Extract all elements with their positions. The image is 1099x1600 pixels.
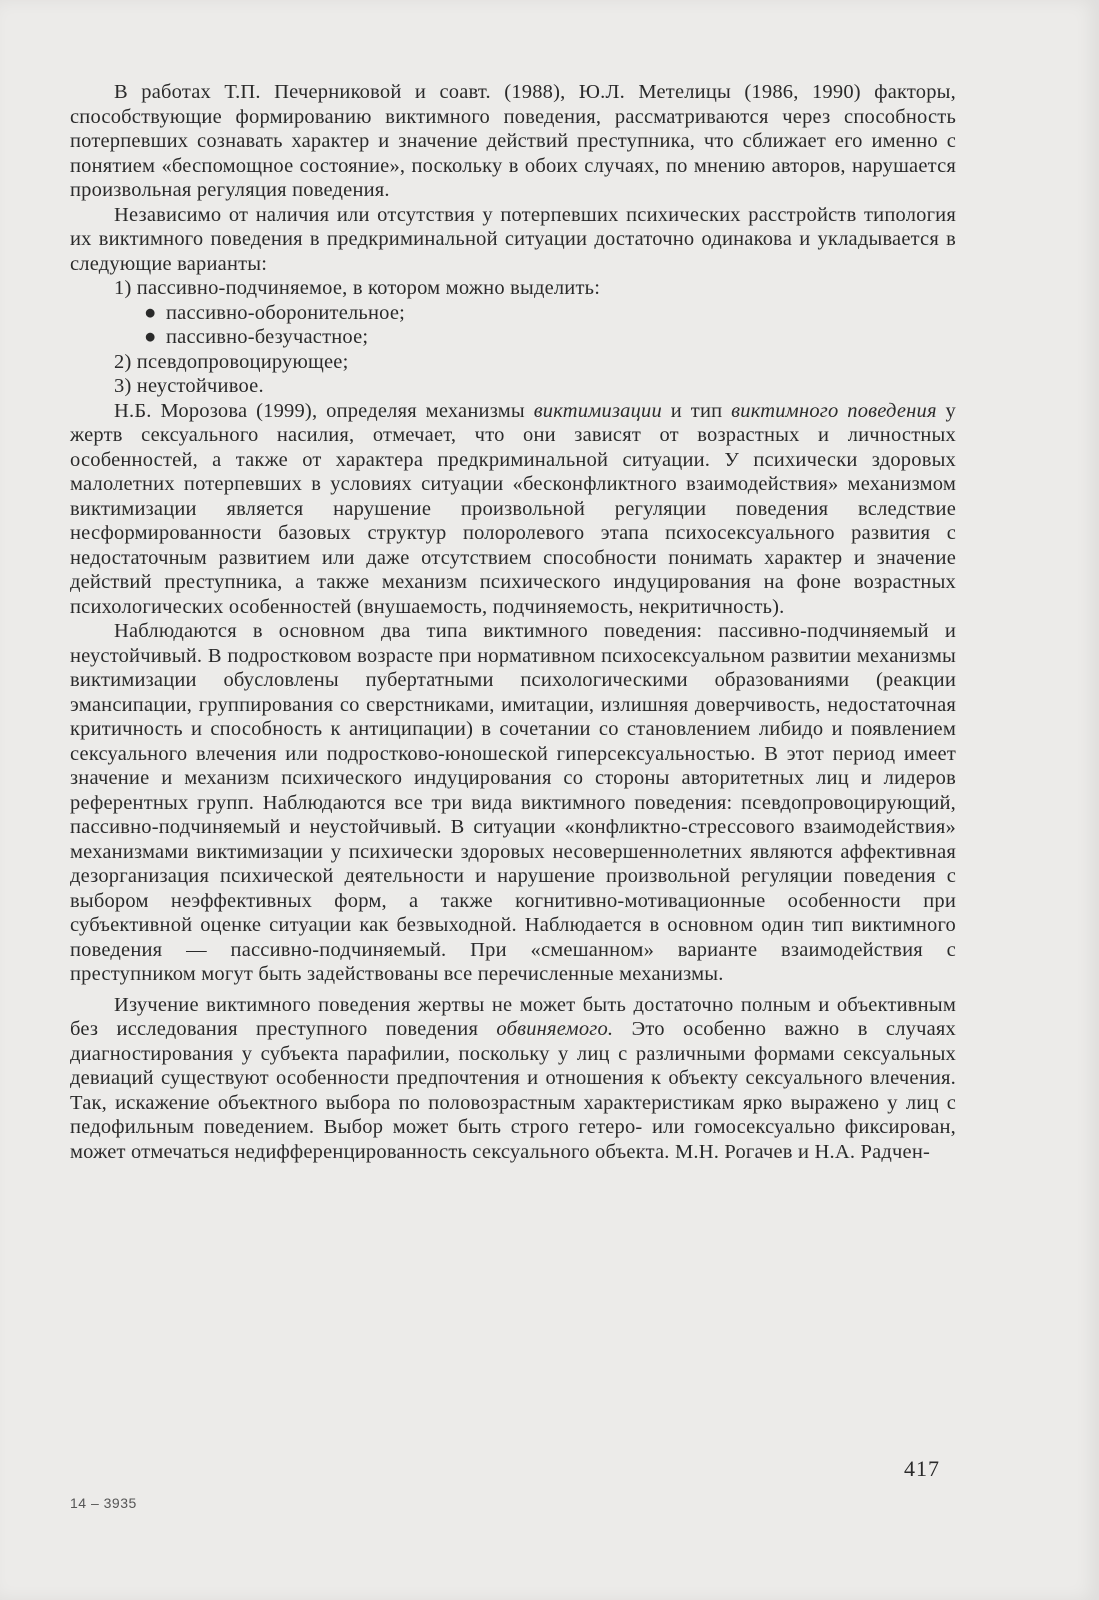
paragraph-4: Наблюдаются в основном два типа виктимного поведения: пассивно-подчиняемый и неустойчивый. В подростковом возрасте при нормативном психосексуальном развитии механизмы виктимизации обусловлены пубертатными психологическими образованиями (реакции эмансипации, группирования со сверстниками, имитации, излишняя доверчивость, недостаточная критичность и способность к антиципации) в сочетании со становлением либидо и появлением сексуального влечения или подростково-юношеской гиперсексуальностью. В этот период имеет значение и механизм психического индуцирования со стороны авторитетных лиц и лидеров референтных групп. Наблюдаются все три вида виктимного поведения: псевдопровоцирующий, пассивно-подчиняемый и неустойчивый. В ситуации «конфликтно-стрессового взаимодействия» механизмами виктимизации у психически здоровых несовершеннолетних являются аффективная дезорганизация психической деятельности и нарушение произвольной регуляции поведения с выбором неэффективных форм, а также когнитивно-мотивационные особенности при субъективной оценке ситуации как безвыходной. Наблюдается в основном один тип виктимного поведения — пассивно-подчиняемый. При «смешанном» варианте взаимодействия с преступником могут быть задействованы все перечисленные механизмы. [70, 620, 956, 985]
sub-list-item-2 [70, 325, 956, 350]
sub-list-item-1 [70, 301, 956, 326]
paragraph-3 [70, 399, 956, 620]
bullet-icon: ● [144, 301, 157, 324]
paragraph-5-part-1: Изучение виктимного поведения жертвы не может быть достаточно полным и объективным без исследования преступного поведения [70, 993, 956, 1040]
paragraph-3-part-1: Н.Б. Морозова (1999), определяя механизмы [114, 399, 534, 422]
body-text [70, 80, 956, 1164]
bullet-icon: ● [144, 326, 157, 348]
list-item-2: 2) псевдопровоцирующее; [114, 350, 349, 373]
sub-list-item-1-text: пассивно-оборонительное; [166, 301, 406, 324]
printer-signature-mark: 14 – 3935 [70, 1495, 137, 1511]
paragraph-5-part-2: Это особенно важно в случаях диагностирования у субъекта парафилии, поскольку у лиц с различными формами сексуальных девиаций существуют особенности предпочтения и отношения к объекту сексуального влечения. Так, искажение объектного выбора по половозрастным характеристикам ярко выражено у лиц с педофильным поведением. Выбор может быть строго гетеро- или гомосексуально фиксирован, может отмечаться недифференцированность сексуального объекта. М.Н. Рогачев и Н.А. Радчен- [70, 1018, 956, 1163]
term-accused: обвиняемого. [496, 1018, 614, 1040]
paragraph-2: Независимо от наличия или отсутствия у потерпевших психических расстройств типология их виктимного поведения в предкриминальной ситуации достаточно одинакова и укладывается в следующие варианты: [70, 203, 956, 275]
list-item-1: 1) пассивно-подчиняемое, в котором можно выделить: [114, 277, 601, 299]
page-number: 417 [904, 1456, 940, 1481]
victim-behavior-list [70, 276, 956, 399]
term-victimization: виктимизации [533, 399, 662, 422]
paragraph-3-part-3: у жертв сексуального насилия, отмечает, что они зависят от возрастных и личностных особенностей, а также от характера предкриминальной ситуации. У психически здоровых малолетних потерпевших в условиях ситуации «бесконфликтного взаимодействия» механизмом виктимизации является нарушение произвольной регуляции поведения вследствие несформированности базовых структур полоролевого этапа психосексуального развития с недостаточным развитием или даже отсутствием способности понимать характер и значение действий преступника, а также механизм психического индуцирования на фоне возрастных психологических особенностей (внушаемость, подчиняемость, некритичность). [70, 399, 957, 618]
paragraph-1: В работах Т.П. Печерниковой и соавт. (1988), Ю.Л. Метелицы (1986, 1990) факторы, способствующие формированию виктимного поведения, рассматриваются через способность потерпевших сознавать характер и значение действий преступника, что сближает его именно с понятием «беспомощное состояние», поскольку в обоих случаях, по мнению авторов, нарушается произвольная регуляция поведения. [70, 81, 956, 201]
term-victim-behavior: виктимного поведения [731, 399, 937, 422]
sub-list-item-2-text: пассивно-безучастное; [166, 326, 369, 348]
list-item-3: 3) неустойчивое. [114, 375, 264, 397]
paragraph-3-part-2: и тип [661, 399, 732, 422]
paragraph-5 [70, 993, 956, 1165]
